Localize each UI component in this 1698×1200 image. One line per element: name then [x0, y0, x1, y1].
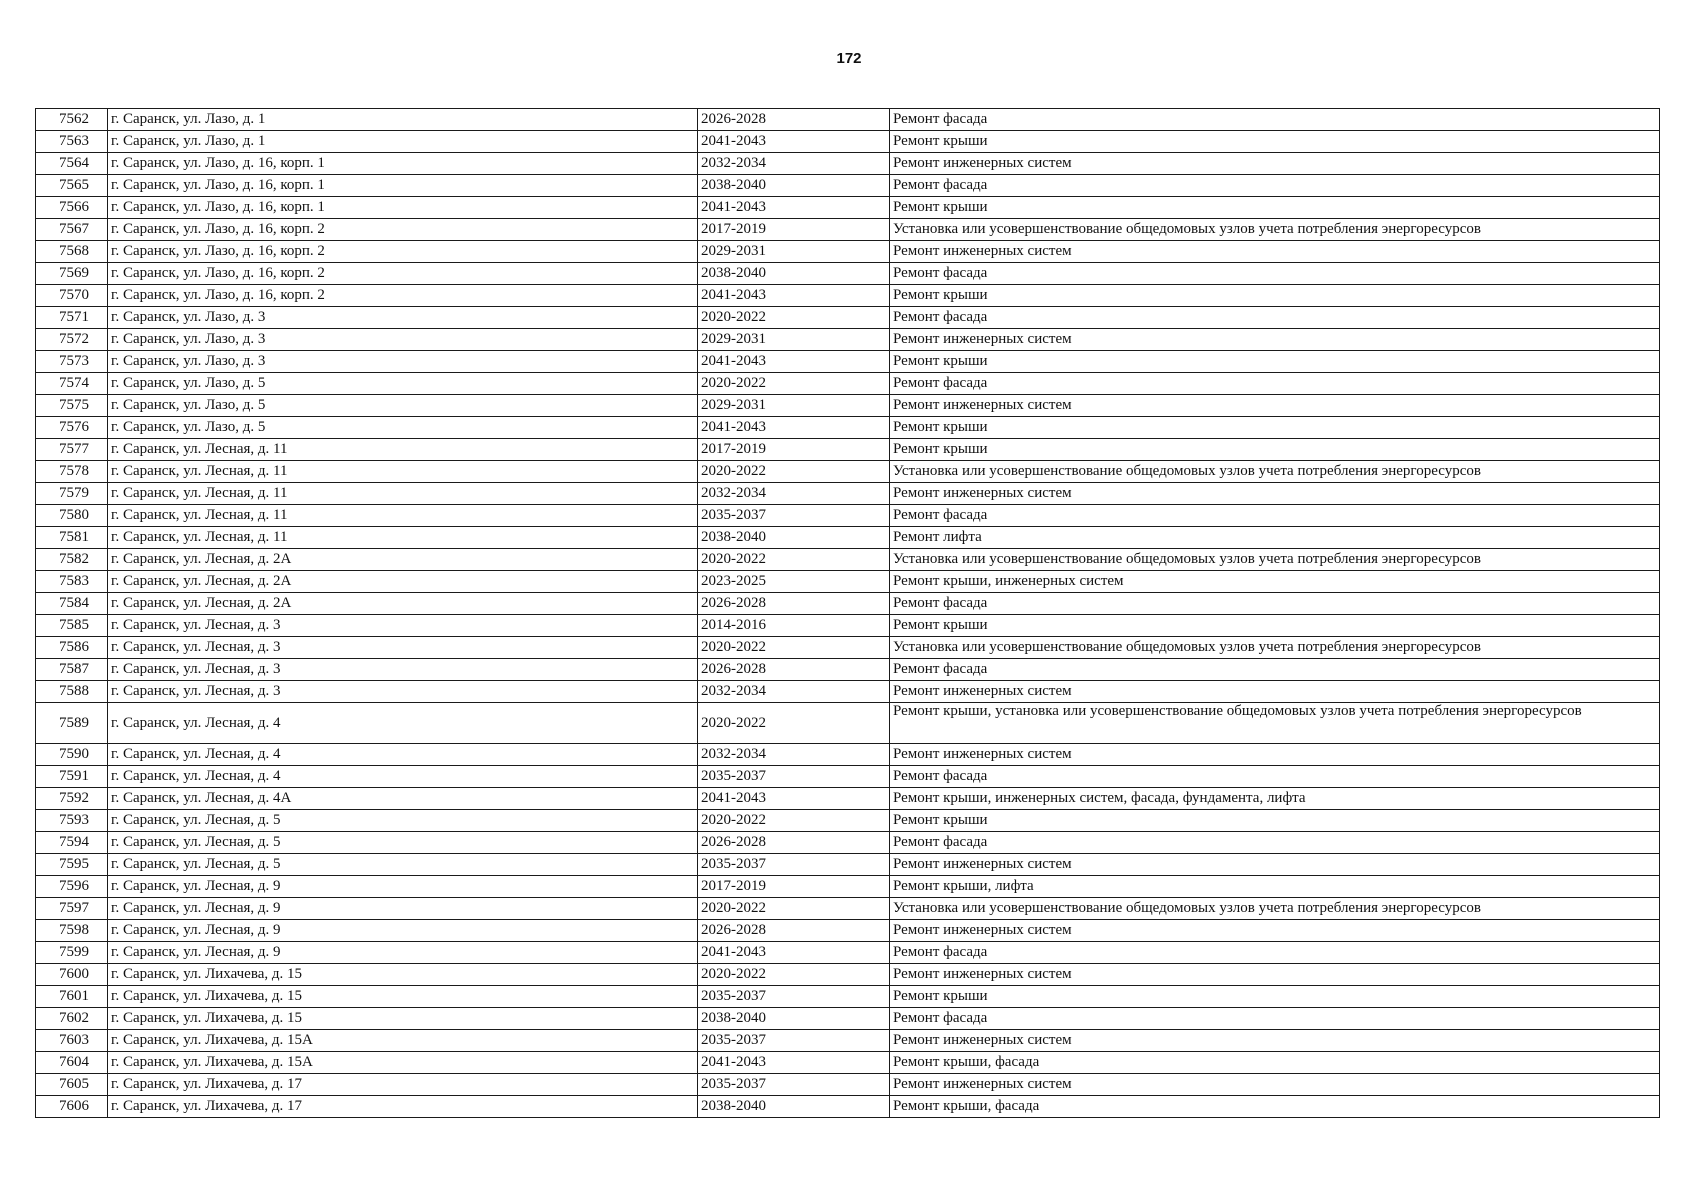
period-cell: 2035-2037 — [698, 986, 890, 1008]
work-type-cell: Ремонт фасада — [890, 659, 1660, 681]
row-number-cell: 7582 — [36, 549, 108, 571]
work-type-cell: Ремонт крыши, фасада — [890, 1052, 1660, 1074]
address-cell: г. Саранск, ул. Лихачева, д. 17 — [108, 1074, 698, 1096]
table-row — [36, 1052, 1660, 1074]
address-cell: г. Саранск, ул. Лихачева, д. 15А — [108, 1030, 698, 1052]
address-cell: г. Саранск, ул. Лесная, д. 5 — [108, 854, 698, 876]
table-row — [36, 681, 1660, 703]
table-row — [36, 615, 1660, 637]
work-type-cell: Ремонт инженерных систем — [890, 964, 1660, 986]
work-type-cell: Ремонт фасада — [890, 307, 1660, 329]
work-type-cell: Ремонт фасада — [890, 263, 1660, 285]
address-cell: г. Саранск, ул. Лесная, д. 5 — [108, 832, 698, 854]
table-row — [36, 898, 1660, 920]
work-type-cell: Ремонт крыши — [890, 197, 1660, 219]
row-number-cell: 7595 — [36, 854, 108, 876]
address-cell: г. Саранск, ул. Лесная, д. 9 — [108, 920, 698, 942]
table-row — [36, 417, 1660, 439]
row-number-cell: 7565 — [36, 175, 108, 197]
table-row — [36, 241, 1660, 263]
address-cell: г. Саранск, ул. Лесная, д. 11 — [108, 461, 698, 483]
work-type-cell: Ремонт крыши, лифта — [890, 876, 1660, 898]
row-number-cell: 7590 — [36, 744, 108, 766]
period-cell: 2038-2040 — [698, 1096, 890, 1118]
repair-schedule-table — [35, 108, 1660, 1118]
period-cell: 2032-2034 — [698, 153, 890, 175]
address-cell: г. Саранск, ул. Лесная, д. 3 — [108, 659, 698, 681]
period-cell: 2020-2022 — [698, 637, 890, 659]
work-type-cell: Ремонт фасада — [890, 766, 1660, 788]
period-cell: 2041-2043 — [698, 197, 890, 219]
address-cell: г. Саранск, ул. Лазо, д. 3 — [108, 307, 698, 329]
table-row — [36, 1030, 1660, 1052]
address-cell: г. Саранск, ул. Лазо, д. 16, корп. 1 — [108, 153, 698, 175]
table-row — [36, 1008, 1660, 1030]
row-number-cell: 7603 — [36, 1030, 108, 1052]
period-cell: 2041-2043 — [698, 351, 890, 373]
row-number-cell: 7596 — [36, 876, 108, 898]
table-row — [36, 351, 1660, 373]
period-cell: 2038-2040 — [698, 175, 890, 197]
row-number-cell: 7598 — [36, 920, 108, 942]
row-number-cell: 7591 — [36, 766, 108, 788]
work-type-cell: Установка или усовершенствование общедомовых узлов учета потребления энергоресурсов — [890, 637, 1660, 659]
work-type-cell: Ремонт крыши — [890, 285, 1660, 307]
row-number-cell: 7599 — [36, 942, 108, 964]
row-number-cell: 7585 — [36, 615, 108, 637]
row-number-cell: 7575 — [36, 395, 108, 417]
work-type-cell: Ремонт крыши — [890, 615, 1660, 637]
period-cell: 2038-2040 — [698, 1008, 890, 1030]
period-cell: 2017-2019 — [698, 439, 890, 461]
address-cell: г. Саранск, ул. Лазо, д. 16, корп. 2 — [108, 219, 698, 241]
address-cell: г. Саранск, ул. Лихачева, д. 17 — [108, 1096, 698, 1118]
address-cell: г. Саранск, ул. Лесная, д. 4 — [108, 766, 698, 788]
row-number-cell: 7604 — [36, 1052, 108, 1074]
row-number-cell: 7563 — [36, 131, 108, 153]
address-cell: г. Саранск, ул. Лесная, д. 9 — [108, 942, 698, 964]
period-cell: 2020-2022 — [698, 810, 890, 832]
period-cell: 2041-2043 — [698, 285, 890, 307]
row-number-cell: 7589 — [36, 703, 108, 744]
row-number-cell: 7572 — [36, 329, 108, 351]
period-cell: 2041-2043 — [698, 131, 890, 153]
table-row — [36, 527, 1660, 549]
period-cell: 2017-2019 — [698, 219, 890, 241]
row-number-cell: 7592 — [36, 788, 108, 810]
address-cell: г. Саранск, ул. Лазо, д. 5 — [108, 417, 698, 439]
period-cell: 2041-2043 — [698, 788, 890, 810]
work-type-cell: Ремонт инженерных систем — [890, 1074, 1660, 1096]
period-cell: 2020-2022 — [698, 307, 890, 329]
table-row — [36, 986, 1660, 1008]
row-number-cell: 7577 — [36, 439, 108, 461]
address-cell: г. Саранск, ул. Лесная, д. 4А — [108, 788, 698, 810]
row-number-cell: 7571 — [36, 307, 108, 329]
address-cell: г. Саранск, ул. Лазо, д. 16, корп. 1 — [108, 197, 698, 219]
address-cell: г. Саранск, ул. Лазо, д. 16, корп. 2 — [108, 263, 698, 285]
work-type-cell: Ремонт крыши, инженерных систем — [890, 571, 1660, 593]
table-row — [36, 153, 1660, 175]
work-type-cell: Ремонт инженерных систем — [890, 241, 1660, 263]
row-number-cell: 7578 — [36, 461, 108, 483]
work-type-cell: Установка или усовершенствование общедомовых узлов учета потребления энергоресурсов — [890, 461, 1660, 483]
table-row — [36, 744, 1660, 766]
address-cell: г. Саранск, ул. Лазо, д. 5 — [108, 373, 698, 395]
work-type-cell: Ремонт лифта — [890, 527, 1660, 549]
table-row — [36, 285, 1660, 307]
work-type-cell: Установка или усовершенствование общедомовых узлов учета потребления энергоресурсов — [890, 898, 1660, 920]
table-row — [36, 461, 1660, 483]
address-cell: г. Саранск, ул. Лесная, д. 9 — [108, 876, 698, 898]
table-row — [36, 263, 1660, 285]
work-type-cell: Ремонт инженерных систем — [890, 744, 1660, 766]
row-number-cell: 7593 — [36, 810, 108, 832]
period-cell: 2035-2037 — [698, 766, 890, 788]
row-number-cell: 7597 — [36, 898, 108, 920]
row-number-cell: 7579 — [36, 483, 108, 505]
row-number-cell: 7568 — [36, 241, 108, 263]
table-row — [36, 439, 1660, 461]
work-type-cell: Ремонт фасада — [890, 505, 1660, 527]
table-row — [36, 964, 1660, 986]
period-cell: 2014-2016 — [698, 615, 890, 637]
table-row — [36, 175, 1660, 197]
work-type-cell: Ремонт фасада — [890, 832, 1660, 854]
table-row — [36, 549, 1660, 571]
period-cell: 2038-2040 — [698, 263, 890, 285]
period-cell: 2032-2034 — [698, 483, 890, 505]
address-cell: г. Саранск, ул. Лазо, д. 3 — [108, 329, 698, 351]
table-row — [36, 788, 1660, 810]
table-row — [36, 197, 1660, 219]
table-row — [36, 395, 1660, 417]
address-cell: г. Саранск, ул. Лесная, д. 2А — [108, 571, 698, 593]
address-cell: г. Саранск, ул. Лесная, д. 2А — [108, 549, 698, 571]
address-cell: г. Саранск, ул. Лазо, д. 1 — [108, 109, 698, 131]
period-cell: 2041-2043 — [698, 417, 890, 439]
period-cell: 2029-2031 — [698, 329, 890, 351]
work-type-cell: Ремонт инженерных систем — [890, 483, 1660, 505]
address-cell: г. Саранск, ул. Лазо, д. 16, корп. 1 — [108, 175, 698, 197]
address-cell: г. Саранск, ул. Лазо, д. 1 — [108, 131, 698, 153]
period-cell: 2029-2031 — [698, 241, 890, 263]
row-number-cell: 7576 — [36, 417, 108, 439]
address-cell: г. Саранск, ул. Лазо, д. 5 — [108, 395, 698, 417]
work-type-cell: Ремонт фасада — [890, 109, 1660, 131]
table-row — [36, 483, 1660, 505]
row-number-cell: 7581 — [36, 527, 108, 549]
work-type-cell: Ремонт крыши — [890, 351, 1660, 373]
row-number-cell: 7583 — [36, 571, 108, 593]
table-row — [36, 307, 1660, 329]
table-row — [36, 876, 1660, 898]
work-type-cell: Ремонт крыши — [890, 439, 1660, 461]
period-cell: 2032-2034 — [698, 744, 890, 766]
period-cell: 2032-2034 — [698, 681, 890, 703]
address-cell: г. Саранск, ул. Лесная, д. 3 — [108, 615, 698, 637]
period-cell: 2029-2031 — [698, 395, 890, 417]
row-number-cell: 7606 — [36, 1096, 108, 1118]
period-cell: 2035-2037 — [698, 505, 890, 527]
period-cell: 2026-2028 — [698, 593, 890, 615]
period-cell: 2017-2019 — [698, 876, 890, 898]
work-type-cell: Ремонт инженерных систем — [890, 854, 1660, 876]
period-cell: 2035-2037 — [698, 854, 890, 876]
table-row — [36, 1074, 1660, 1096]
work-type-cell: Ремонт фасада — [890, 175, 1660, 197]
table-row — [36, 832, 1660, 854]
table-row — [36, 766, 1660, 788]
work-type-cell: Ремонт крыши, фасада — [890, 1096, 1660, 1118]
address-cell: г. Саранск, ул. Лихачева, д. 15 — [108, 1008, 698, 1030]
address-cell: г. Саранск, ул. Лесная, д. 9 — [108, 898, 698, 920]
table-row — [36, 131, 1660, 153]
table-row — [36, 505, 1660, 527]
address-cell: г. Саранск, ул. Лихачева, д. 15 — [108, 986, 698, 1008]
address-cell: г. Саранск, ул. Лихачева, д. 15 — [108, 964, 698, 986]
address-cell: г. Саранск, ул. Лесная, д. 5 — [108, 810, 698, 832]
period-cell: 2020-2022 — [698, 373, 890, 395]
period-cell: 2035-2037 — [698, 1030, 890, 1052]
period-cell: 2020-2022 — [698, 898, 890, 920]
period-cell: 2026-2028 — [698, 109, 890, 131]
period-cell: 2041-2043 — [698, 942, 890, 964]
row-number-cell: 7605 — [36, 1074, 108, 1096]
table-row — [36, 329, 1660, 351]
work-type-cell: Ремонт фасада — [890, 593, 1660, 615]
work-type-cell: Ремонт инженерных систем — [890, 920, 1660, 942]
address-cell: г. Саранск, ул. Лесная, д. 3 — [108, 681, 698, 703]
work-type-cell: Установка или усовершенствование общедомовых узлов учета потребления энергоресурсов — [890, 219, 1660, 241]
table-row — [36, 109, 1660, 131]
table-row — [36, 810, 1660, 832]
work-type-cell: Ремонт фасада — [890, 942, 1660, 964]
table-row — [36, 219, 1660, 241]
row-number-cell: 7574 — [36, 373, 108, 395]
row-number-cell: 7601 — [36, 986, 108, 1008]
work-type-cell: Ремонт инженерных систем — [890, 329, 1660, 351]
period-cell: 2020-2022 — [698, 549, 890, 571]
page-number: 172 — [836, 50, 862, 67]
row-number-cell: 7573 — [36, 351, 108, 373]
work-type-cell: Ремонт крыши — [890, 417, 1660, 439]
period-cell: 2026-2028 — [698, 832, 890, 854]
address-cell: г. Саранск, ул. Лихачева, д. 15А — [108, 1052, 698, 1074]
address-cell: г. Саранск, ул. Лесная, д. 2А — [108, 593, 698, 615]
row-number-cell: 7570 — [36, 285, 108, 307]
address-cell: г. Саранск, ул. Лесная, д. 4 — [108, 744, 698, 766]
table-row — [36, 1096, 1660, 1118]
table-row — [36, 703, 1660, 744]
period-cell: 2041-2043 — [698, 1052, 890, 1074]
period-cell: 2038-2040 — [698, 527, 890, 549]
row-number-cell: 7602 — [36, 1008, 108, 1030]
work-type-cell: Ремонт фасада — [890, 373, 1660, 395]
table-row — [36, 571, 1660, 593]
address-cell: г. Саранск, ул. Лесная, д. 11 — [108, 439, 698, 461]
row-number-cell: 7588 — [36, 681, 108, 703]
period-cell: 2035-2037 — [698, 1074, 890, 1096]
row-number-cell: 7566 — [36, 197, 108, 219]
table-row — [36, 920, 1660, 942]
table-row — [36, 637, 1660, 659]
work-type-cell: Ремонт инженерных систем — [890, 681, 1660, 703]
row-number-cell: 7562 — [36, 109, 108, 131]
period-cell: 2020-2022 — [698, 461, 890, 483]
row-number-cell: 7567 — [36, 219, 108, 241]
row-number-cell: 7600 — [36, 964, 108, 986]
period-cell: 2026-2028 — [698, 920, 890, 942]
work-type-cell: Ремонт крыши — [890, 810, 1660, 832]
row-number-cell: 7580 — [36, 505, 108, 527]
work-type-cell: Ремонт крыши, инженерных систем, фасада, фундамента, лифта — [890, 788, 1660, 810]
address-cell: г. Саранск, ул. Лесная, д. 11 — [108, 527, 698, 549]
table-row — [36, 593, 1660, 615]
address-cell: г. Саранск, ул. Лесная, д. 11 — [108, 505, 698, 527]
work-type-cell: Ремонт инженерных систем — [890, 1030, 1660, 1052]
work-type-cell: Ремонт инженерных систем — [890, 395, 1660, 417]
work-type-cell: Установка или усовершенствование общедомовых узлов учета потребления энергоресурсов — [890, 549, 1660, 571]
row-number-cell: 7584 — [36, 593, 108, 615]
table-body — [36, 109, 1660, 1118]
row-number-cell: 7569 — [36, 263, 108, 285]
table-row — [36, 373, 1660, 395]
address-cell: г. Саранск, ул. Лазо, д. 16, корп. 2 — [108, 285, 698, 307]
work-type-cell: Ремонт фасада — [890, 1008, 1660, 1030]
work-type-cell: Ремонт крыши — [890, 986, 1660, 1008]
row-number-cell: 7587 — [36, 659, 108, 681]
work-type-cell: Ремонт крыши, установка или усовершенствование общедомовых узлов учета потребления энергоресурсов — [890, 703, 1660, 744]
address-cell: г. Саранск, ул. Лесная, д. 11 — [108, 483, 698, 505]
address-cell: г. Саранск, ул. Лазо, д. 16, корп. 2 — [108, 241, 698, 263]
period-cell: 2023-2025 — [698, 571, 890, 593]
address-cell: г. Саранск, ул. Лесная, д. 3 — [108, 637, 698, 659]
work-type-cell: Ремонт крыши — [890, 131, 1660, 153]
table-row — [36, 659, 1660, 681]
table-row — [36, 942, 1660, 964]
address-cell: г. Саранск, ул. Лесная, д. 4 — [108, 703, 698, 744]
period-cell: 2020-2022 — [698, 964, 890, 986]
period-cell: 2020-2022 — [698, 703, 890, 744]
period-cell: 2026-2028 — [698, 659, 890, 681]
row-number-cell: 7594 — [36, 832, 108, 854]
row-number-cell: 7564 — [36, 153, 108, 175]
work-type-cell: Ремонт инженерных систем — [890, 153, 1660, 175]
address-cell: г. Саранск, ул. Лазо, д. 3 — [108, 351, 698, 373]
table-row — [36, 854, 1660, 876]
row-number-cell: 7586 — [36, 637, 108, 659]
